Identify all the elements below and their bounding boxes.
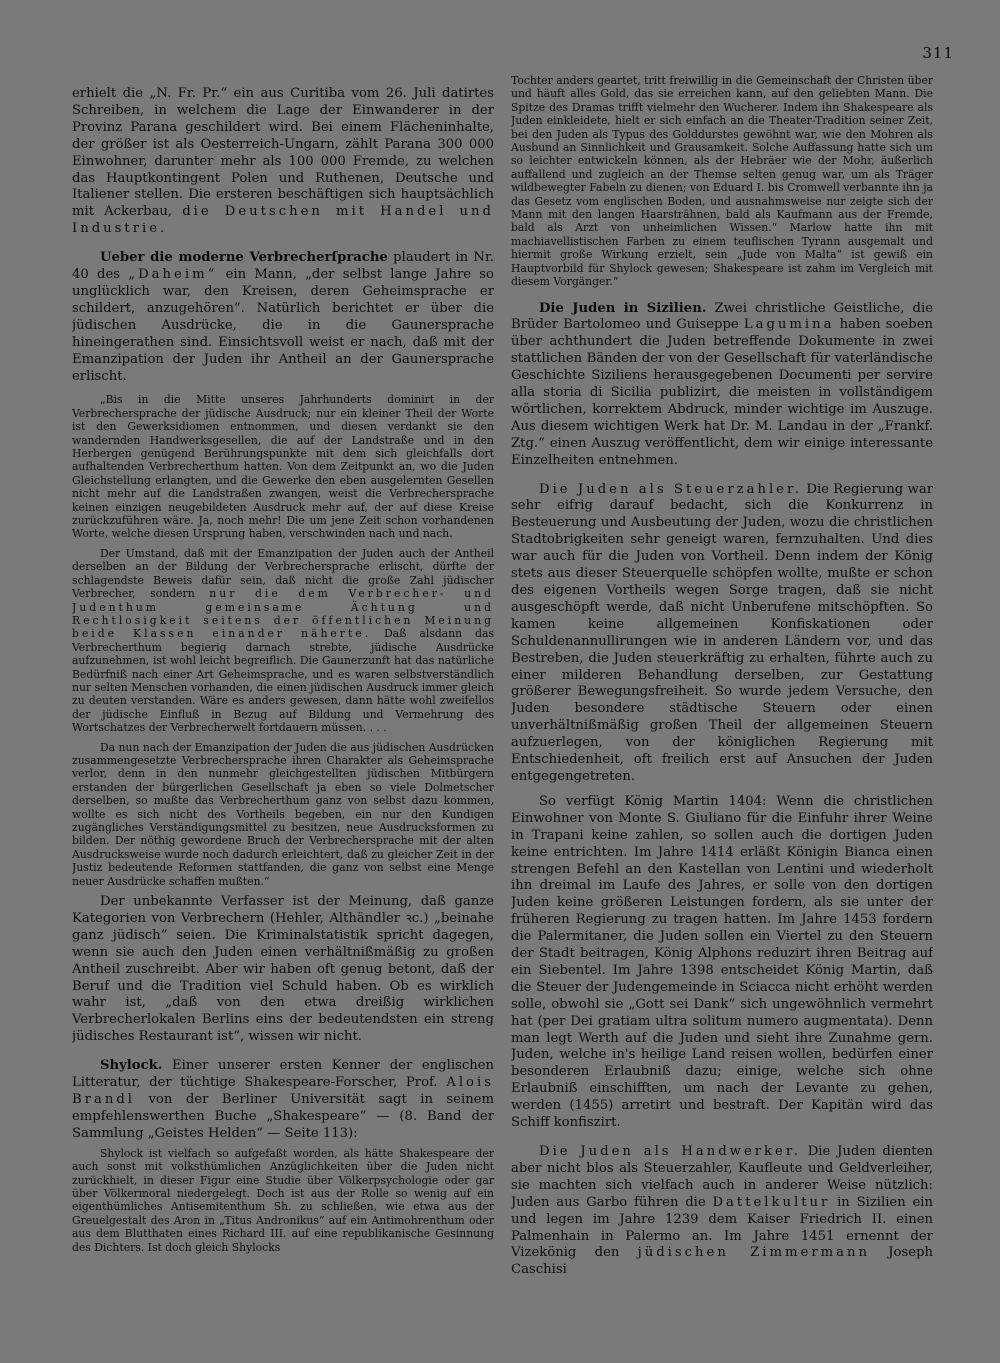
paragraph-verfasser: Der unbekannte Verfasser ist der Meinung, daß ganze Kategorien von Verbrechern (Hehler, Althändler ꝛc.) „beinahe ganz jüdisch“ seien. Die Kriminalstatistik spricht dagegen, wenn sie auch den Juden einen verhältnißmäßig zu großen Antheil zuschreibt. Aber wir haben oft genug betont, daß der Beruf und die Tradition viel Schuld haben. Ob es wirklich wahr ist, „daß von den etwa dreißig wirklichen Verbrecherlokalen Berlins eins der bedeutendsten ein streng jüdisches Restaurant ist“, wissen wir nicht. [72,894,494,1045]
left-column [72,86,494,1344]
text-span: Der Umstand, daß mit der Emanzipation der Juden auch der Antheil derselben an der Bildung der Verbrechersprache erlischt, dürfte der schlagendste Beweis dafür sein, daß nicht die große Zahl jüdischer Verbrecher, sondern [72,546,494,601]
spaced-text: nur die dem Verbrecher- und Judenthum gemeinsame Ächtung und Rechtlosigkeit seitens der öffentlichen Meinung beide Klassen einander näherte. [72,587,494,641]
subheading-handwerker: Die Juden als Handwerker. [539,1144,801,1159]
heading-sizilien: Die Juden in Sizilien. [539,300,707,316]
text-span: Daß alsdann das Verbrecherthum begierig darnach strebte, jüdische Ausdrücke aufzunehmen, ist wohl leicht begreiflich. Die Gaunerzunft hat das natürliche Bedürfniß nach einer Art Geheimsprache, und es waren selbstverständlich nur selten Menschen vorhanden, die einen jüdischen Ausdruck immer gleich zu deuten verstanden. Wäre es anders gewesen, dann hätte wohl zweifellos der jüdische Einfluß in Bezug auf Bildung und Vermehrung des Wortschatzes der Verbrecherwelt fortdauern müssen. . . . [72,627,494,735]
subheading-steuerzahler: Die Juden als Steuerzahler. [539,481,803,497]
text-span: in Sizilien ein und legen im Jahre 1239 dem Kaiser Friedrich II. einen Palmenhain in Palermo an. Im Jahre 1451 ernennt der Vizekönig den [511,1194,933,1261]
spaced-text: Alois Brandl [72,1075,494,1107]
text-span: plaudert in Nr. 40 des [72,250,494,283]
right-column [511,74,933,1344]
text-span: Joseph Caschisi [511,1245,933,1278]
paragraph-handwerker [511,1144,933,1279]
text-span: haben soeben über achthundert die Juden betreffende Dokumente in zwei stattlichen Bänden der von der Gesellschaft für vaterländische Geschichte Siziliens herausgegebenen Documenti per servire alla storia di Sicilia publizirt, die meisten in vollständigem wörtlichen, korrektem Abdruck, minder wichtige im Auszuge. Aus diesem wichtigen Werk hat Dr. M. Landau in der „Frankf. Ztg.“ einen Auszug veröffentlicht, dem wir einige interessante Einzelheiten entnehmen. [511,317,933,468]
spaced-text: Lagumina [743,317,835,333]
paragraph-steuerzahler [511,482,933,786]
paragraph-verbrechersprache [72,250,494,385]
text-span: Die Juden dienten aber nicht blos als Steuerzahler, Kaufleute und Geldverleiher, sie machten sich vielfach auch in anderer Weise nützlich: Juden aus Garbo führen die [511,1144,933,1210]
spaced-text: die Deutschen mit Handel und Industrie. [72,204,494,237]
paragraph-parana [72,86,494,238]
paragraph-sizilien [511,301,933,470]
page-number: 311 [922,44,954,62]
text-span: von der Berliner Universität sagt in seinem empfehlenswerthen Buche „Shakespeare“ — (8. Band der Sammlung „Geistes Helden“ — Seite 113): [72,1092,494,1141]
paragraph-shylock [72,1058,494,1143]
text-span: erhielt die „N. Fr. Pr.“ ein aus Curitiba vom 26. Juli datirtes Schreiben, in welchem die Lage der Einwanderer in der Provinz Parana geschildert wird. Bei einem Flächeninhalte, der größer ist als Oesterreich-Ungarn, zählt Parana 300 000 Einwohner, darunter mehr als 100 000 Fremde, zu welchen das Hauptkontingent Polen und Ruthenen, Deutsche und Italiener stellen. Die ersteren beschäftigen sich hauptsächlich mit Ackerbau, [72,86,494,220]
quote-1: „Bis in die Mitte unseres Jahrhunderts dominirt in der Verbrechersprache der jüdische Ausdruck; nur ein kleiner Theil der Worte ist den Gewerksidiomen entnommen, und diesen verdankt sie den wandernden Handwerksgesellen, die auf der Landstraße und in den Herbergen genügend Berührungspunkte mit dem sich gleichfalls dort aufhaltenden Verbrecherthum hatten. Von dem Zeitpunkt an, wo die Juden Gleichstellung erlangten, und die Gewerke den eben ausgelernten Gesellen nicht mehr auf die Landstraßen zwangen, weist die Verbrechersprache keinen einzigen neugebildeten Ausdruck mehr auf, der auf diese Kreise zurückzuführen wäre. Ja, noch mehr! Die um jene Zeit schon vorhandenen Worte, welche diesen Ursprung haben, verschwinden nach und nach. [72,393,494,541]
quote-shylock: Shylock ist vielfach so aufgefaßt worden, als hätte Shakespeare der auch sonst mit volksthümlichen Anzüglichkeiten über die Juden nicht zurückhielt, in dieser Figur eine Studie über Völkerpsychologie oder gar über Völkermoral niedergelegt. Doch ist aus der Rolle so wenig auf ein eigenthümliches Antisemitenthum Sh. zu schließen, wie etwa aus der Greuelgestalt des Aron in „Titus Andronikus“ auf ein Antimohrenthum oder aus dem Blutthaten eines Richard III. auf eine republikanische Gesinnung des Dichters. Ist doch gleich Shylocks [72,1146,494,1254]
text-span: ein Mann, „der selbst lange Jahre so unglücklich war, den Kreisen, deren Geheimsprache er schildert, anzugehören“. Natürlich berichtet er über die jüdischen Ausdrücke, die in die Gaunersprache hineingerathen sind. Einsichtsvoll weist er nach, daß mit der Emanzipation der Juden ihr Antheil an der Gaunersprache erlischt. [72,267,494,384]
heading-shylock: Shylock. [100,1058,163,1074]
spaced-text: „Daheim“ [128,267,218,283]
heading-verbrechersprache: Ueber die moderne Verbrecherſprache [100,250,388,266]
spaced-text: jüdischen Zimmermann [637,1245,870,1261]
paragraph-koenig-martin: So verfügt König Martin 1404: Wenn die christlichen Einwohner von Monte S. Giuliano für die Einfuhr ihrer Weine in Trapani keine zahlen, so sollen auch die dortigen Juden keine entrichten. Im Jahre 1414 erläßt Königin Bianca einen strengen Befehl an den Kastellan von Lentini und wiederholt ihn dreimal im Laufe des Jahres, er solle von den dortigen Juden keine größeren Leistungen fordern, als sie unter der früheren Regierung zu tragen hatten. Im Jahre 1453 fordern die Palermitaner, die Juden sollen ein Viertel zu den Steuern der Stadt beitragen, König Alphons reduzirt ihren Beitrag auf ein Siebentel. Im Jahre 1398 entscheidet König Martin, daß die Steuer der Judengemeinde in Sciacca nicht erhöht werden solle, obwohl sie „Gott sei Dank“ sich ungewöhnlich vermehrt hat (per Dei gratiam ultra solitum numero augmentata). Denn man legt Werth auf die Juden und sieht ihre Zunahme gern. Juden, welche in's heilige Land reisen wollen, bedürfen einer besonderen Erlaubniß dazu; einige, welche sich ohne Erlaubniß einschifften, um nach der Levante zu gehen, werden (1455) arretirt und bestraft. Der Kapitän wird das Schiff konfiszirt. [511,793,933,1131]
quote-shylock-continued: Tochter anders geartet, tritt freiwillig in die Gemeinschaft der Christen über und häuft alles Gold, das sie erreichen kann, auf den geliebten Mann. Die Spitze des Dramas trifft vielmehr den Wucherer. Indem ihn Shakespeare als Juden einkleidete, hielt er sich einfach an die Theater-Tradition seiner Zeit, bei den Juden als Typus des Golddurstes gewöhnt war, wie den Mohren als Ausbund an Sinnlichkeit und Grausamkeit. Solche Auffassung hatte sich um so leichter entwickeln können, als der Hebräer wie der Mohr, äußerlich auffallend und zugleich an der Themse selten genug war, um als Träger wildbewegter Fabeln zu dienen; von Eduard I. bis Cromwell verbannte ihn ja das Gesetz vom englischen Boden, und ausnahmsweise nur zeigte sich der Mann mit den langen Haarsträhnen, bald als Kaufmann aus der Fremde, bald als Arzt von unheimlichen Wissen.“ Marlow hatte ihn mit machiavellistischen Farben zu einem teuflischen Tyrann ausgemalt und hiermit große Wirkung erzielt, sein „Jude von Malta“ ist gewiß ein Hauptvorbild für Shylock gewesen; Shakespeare ist zahm im Vergleich mit diesem Vorgänger.“ [511,74,933,289]
quote-3: Da nun nach der Emanzipation der Juden die aus jüdischen Ausdrücken zusammengesetzte Verbrechersprache ihren Charakter als Geheimsprache verlor, denn in den nunmehr gleichgestellten jüdischen Mitbürgern erstanden der bürgerlichen Gesellschaft ja eben so viele Dolmetscher derselben, so mußte das Verbrecherthum ganz von selbst dazu kommen, wollte es sich nicht des Vortheils begeben, ein nur den Kundigen zugängliches Verständigungsmittel zu besitzen, neue Ausdrucksformen zu bilden. Der nöthig gewordene Bruch der Verbrechersprache mit der alten Ausdrucksweise wurde noch dadurch erleichtert, daß zu gleicher Zeit in der Justiz bedeutende Reformen stattfanden, die ganz von selbst eine Menge neuer Ausdrücke schaffen mußten.“ [72,740,494,888]
text-span: Die Regierung war sehr eifrig darauf bedacht, sich die Konkurrenz in Besteuerung und Ausbeutung der Juden, wozu die christlichen Stadtobrigkeiten sehr geneigt waren, fernzuhalten. Und dies war auch für die Juden von Vortheil. Denn indem der König stets aus dieser Steuerquelle schöpfen wollte, mußte er schon des eigenen Vortheils wegen Sorge tragen, daß sie nicht ausgeschöpft werde, daß nicht Unberufene mitschöpften. So kamen keine allgemeinen Konfiskationen oder Schuldenannullirungen wie in anderen Ländern vor, und das Bestreben, die Juden steuerkräftig zu erhalten, führte auch zu einer milderen Behandlung derselben, zur Gestattung größerer Bewegungsfreiheit. So wurde jedem Versuche, den Juden besondere städtische Steuern oder einen unverhältnißmäßig großen Theil der allgemeinen Steuern aufzuerlegen, von der königlichen Regierung mit Entschiedenheit, oft freilich erst auf Ansuchen der Juden entgegengetreten. [511,481,933,784]
text-span: Einer unserer ersten Kenner der englischen Litteratur, der tüchtige Shakespeare-Forscher, Prof. [72,1058,494,1091]
text-span: Zwei christliche Geistliche, die Brüder Bartolomeo und Guiseppe [511,300,933,333]
quote-2 [72,547,494,735]
spaced-text: Dattelkultur [712,1194,831,1210]
